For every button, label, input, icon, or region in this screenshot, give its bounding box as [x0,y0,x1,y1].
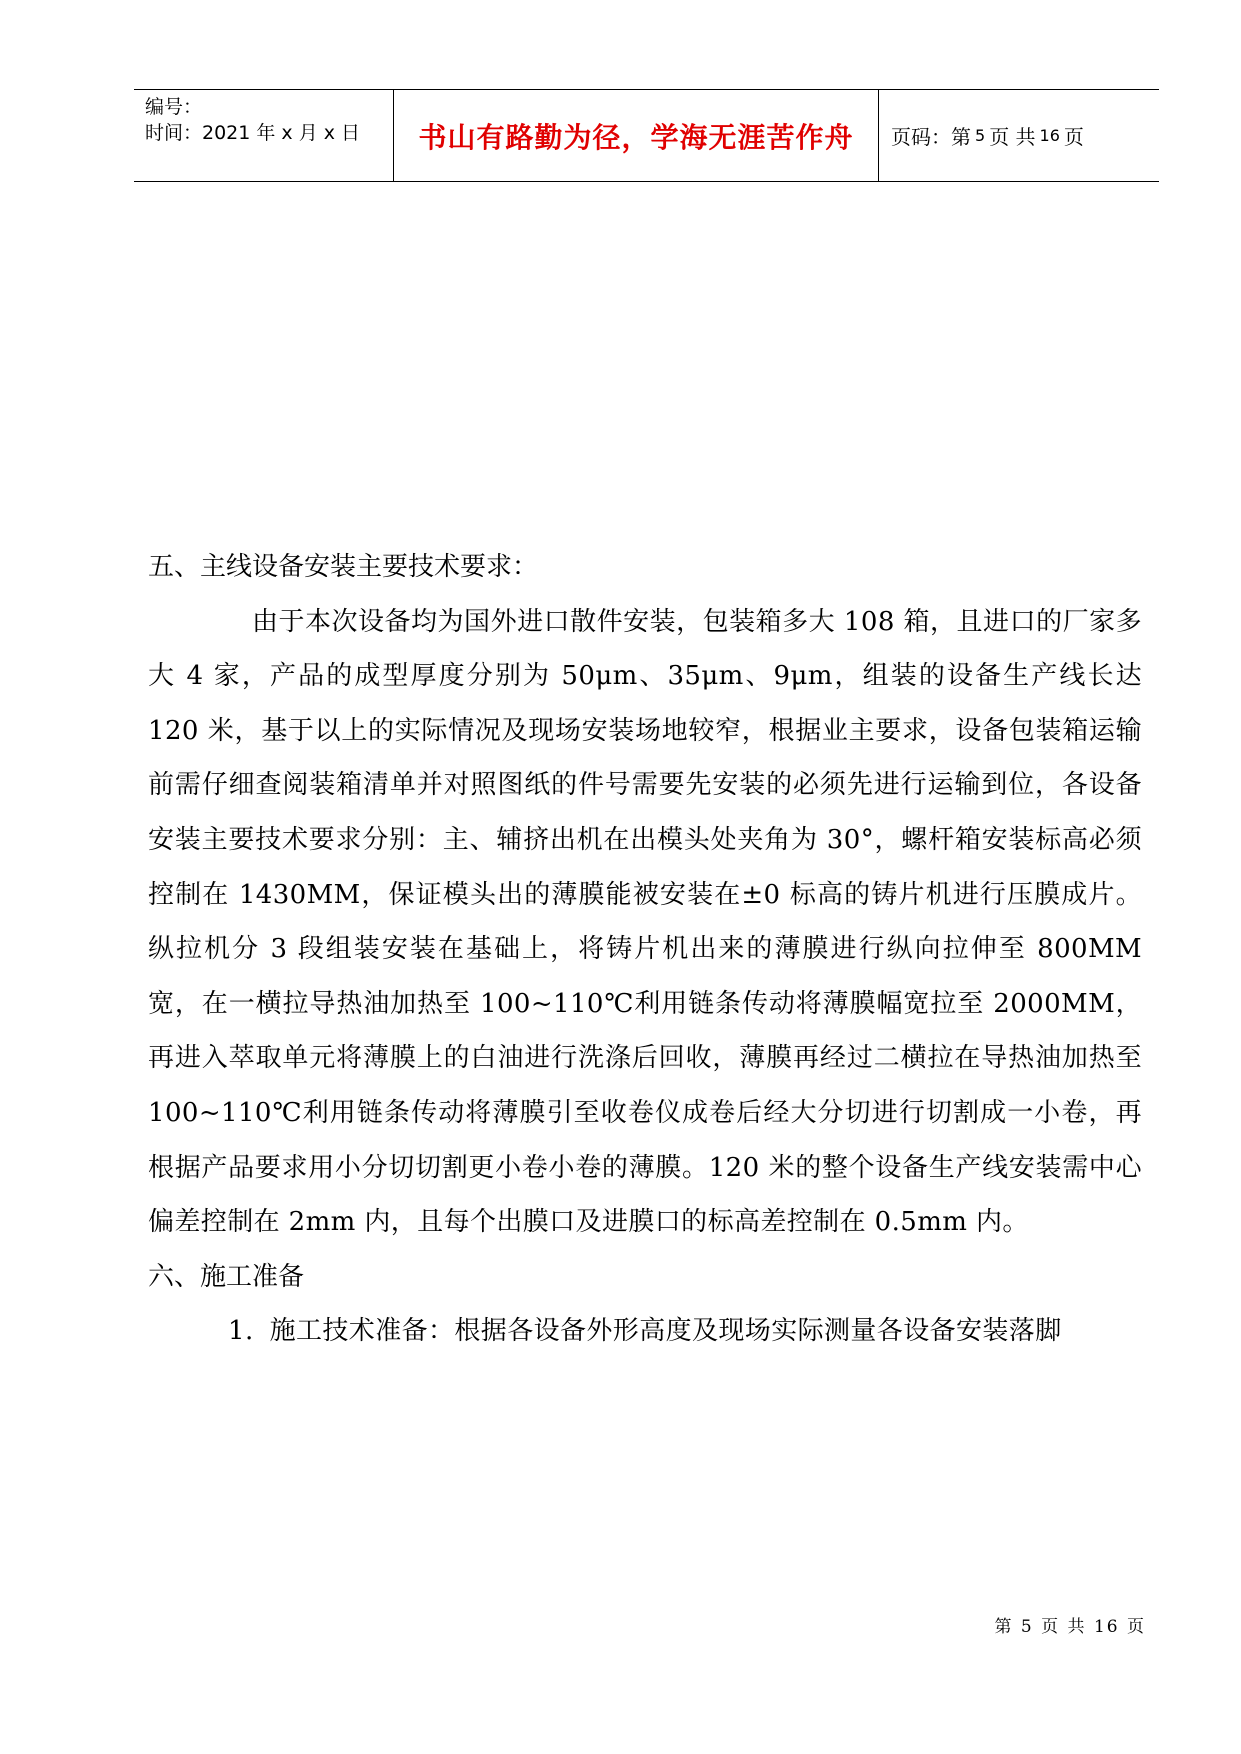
document-body [148,540,1142,1359]
list-item-text: 施工技术准备：根据各设备外形高度及现场实际测量各设备安装落脚 [269,1316,1062,1347]
header-meta [134,90,394,181]
list-item-number: 1. [228,1316,254,1347]
page-current: 5 [975,126,986,145]
header-page-info [879,90,1159,181]
motto-text: 书山有路勤为径，学海无涯苦作舟 [418,120,854,154]
section5-paragraph: 由于本次设备均为国外进口散件安装，包装箱多大 108 箱，且进口的厂家多大 4 家，产品的成型厚度分别为 50μm、35μm、9μm，组装的设备生产线长达 120 米，基于以上的实际情况及现场安装场地较窄，根据业主要求，设备包装箱运输前需仔细查阅装箱清单并对照图纸的件号需要先安装的必须先进行运输到位，各设备安装主要技术要求分别：主、辅挤出机在出模头处夹角为 30°，螺杆箱安装标高必须控制在 1430MM，保证模头出的薄膜能被安装在±0 标高的铸片机进行压膜成片。纵拉机分 3 段组装安装在基础上，将铸片机出来的薄膜进行纵向拉伸至 800MM 宽，在一横拉导热油加热至 100~110℃利用链条传动将薄膜幅宽拉至 2000MM，再进入萃取单元将薄膜上的白油进行洗涤后回收，薄膜再经过二横拉在导热油加热至 100~110℃利用链条传动将薄膜引至收卷仪成卷后经大分切进行切割成一小卷，再根据产品要求用小分切切割更小卷小卷的薄膜。120 米的整个设备生产线安装需中心偏差控制在 2mm 内，且每个出膜口及进膜口的标高差控制在 0.5mm 内。 [148,606,1142,1238]
section5-heading: 五、主线设备安装主要技术要求： [148,552,539,582]
number-label: 编号： [145,96,203,118]
page-header [134,89,1159,182]
page-total: 16 [1039,126,1060,145]
section6-heading: 六、施工准备 [148,1261,305,1292]
page-mid: 页 共 [989,125,1036,149]
list-item [148,1304,1142,1359]
header-motto [394,90,879,181]
page-footer: 第 5 页 共 16 页 [994,1617,1146,1637]
page-suffix: 页 [1063,125,1084,149]
page-prefix: 页码：第 [891,125,971,149]
time-label: 时间：2021 年 x 月 x 日 [145,122,361,144]
